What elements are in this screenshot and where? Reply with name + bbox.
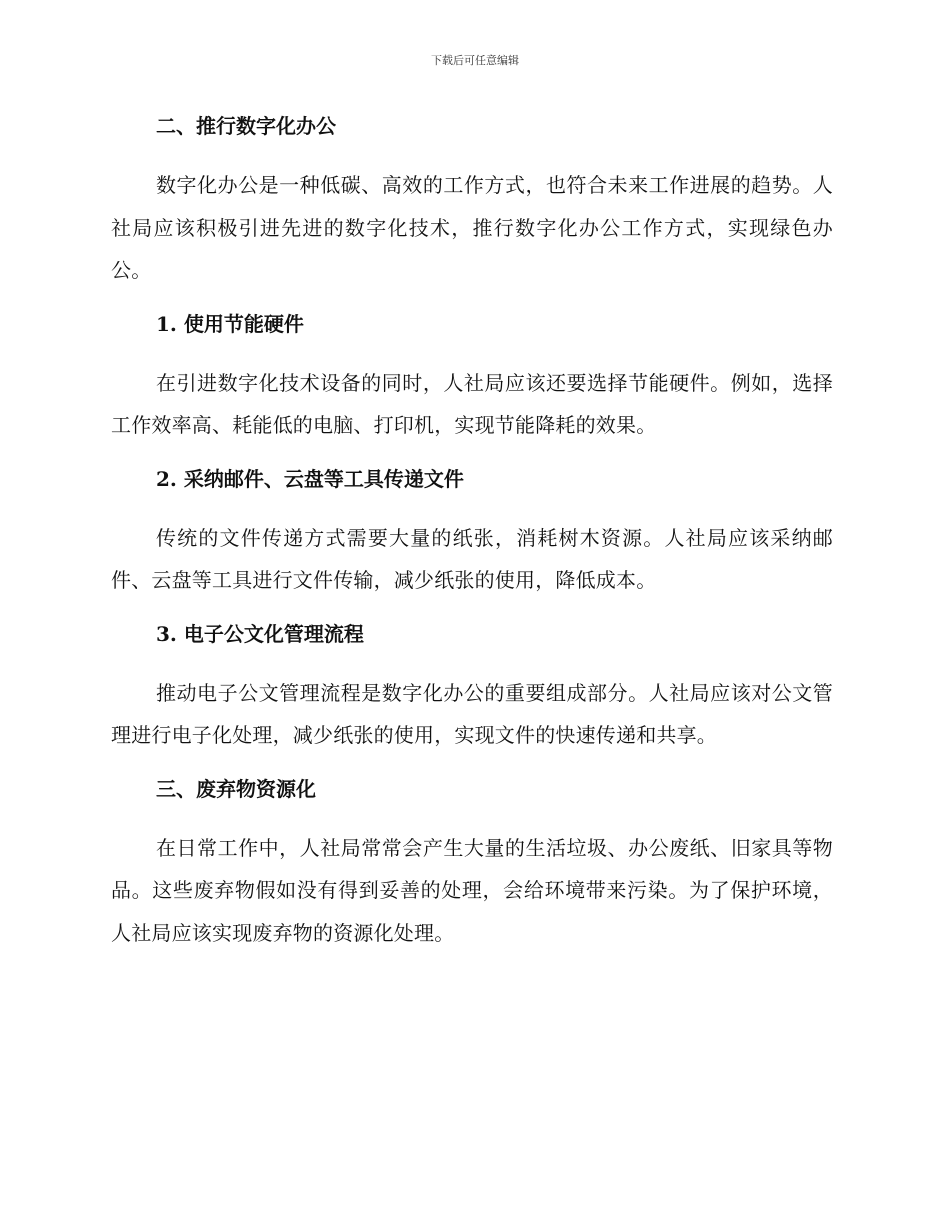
- section-paragraph-digital-office: 数字化办公是一种低碳、高效的工作方式，也符合未来工作进展的趋势。人社局应该积极引进先进的数字化技术，推行数字化办公工作方式，实现绿色办公。: [111, 173, 833, 282]
- document-body: [111, 110, 833, 968]
- section-heading-waste-recycling: 三、废弃物资源化: [156, 776, 316, 801]
- section-heading-electronic-documents: 3. 电子公文化管理流程: [156, 621, 364, 646]
- section-paragraph-electronic-documents: 推动电子公文管理流程是数字化办公的重要组成部分。人社局应该对公文管理进行电子化处理，减少纸张的使用，实现文件的快速传递和共享。: [111, 680, 833, 747]
- section-paragraph-energy-hardware: 在引进数字化技术设备的同时，人社局应该还要选择节能硬件。例如，选择工作效率高、耗能低的电脑、打印机，实现节能降耗的效果。: [111, 370, 833, 437]
- section-heading-energy-hardware: 1. 使用节能硬件: [156, 311, 304, 336]
- section-heading-digital-office: 二、推行数字化办公: [156, 114, 336, 138]
- section-heading-file-transfer: 2. 采纳邮件、云盘等工具传递文件: [156, 466, 464, 491]
- section-paragraph-waste-recycling: 在日常工作中，人社局常常会产生大量的生活垃圾、办公废纸、旧家具等物品。这些废弃物假如没有得到妥善的处理，会给环境带来污染。为了保护环境，人社局应该实现废弃物的资源化处理。: [111, 835, 833, 945]
- page-header-note: 下载后可任意编辑: [431, 54, 519, 67]
- section-paragraph-file-transfer: 传统的文件传递方式需要大量的纸张，消耗树木资源。人社局应该采纳邮件、云盘等工具进行文件传输，减少纸张的使用，降低成本。: [111, 525, 833, 592]
